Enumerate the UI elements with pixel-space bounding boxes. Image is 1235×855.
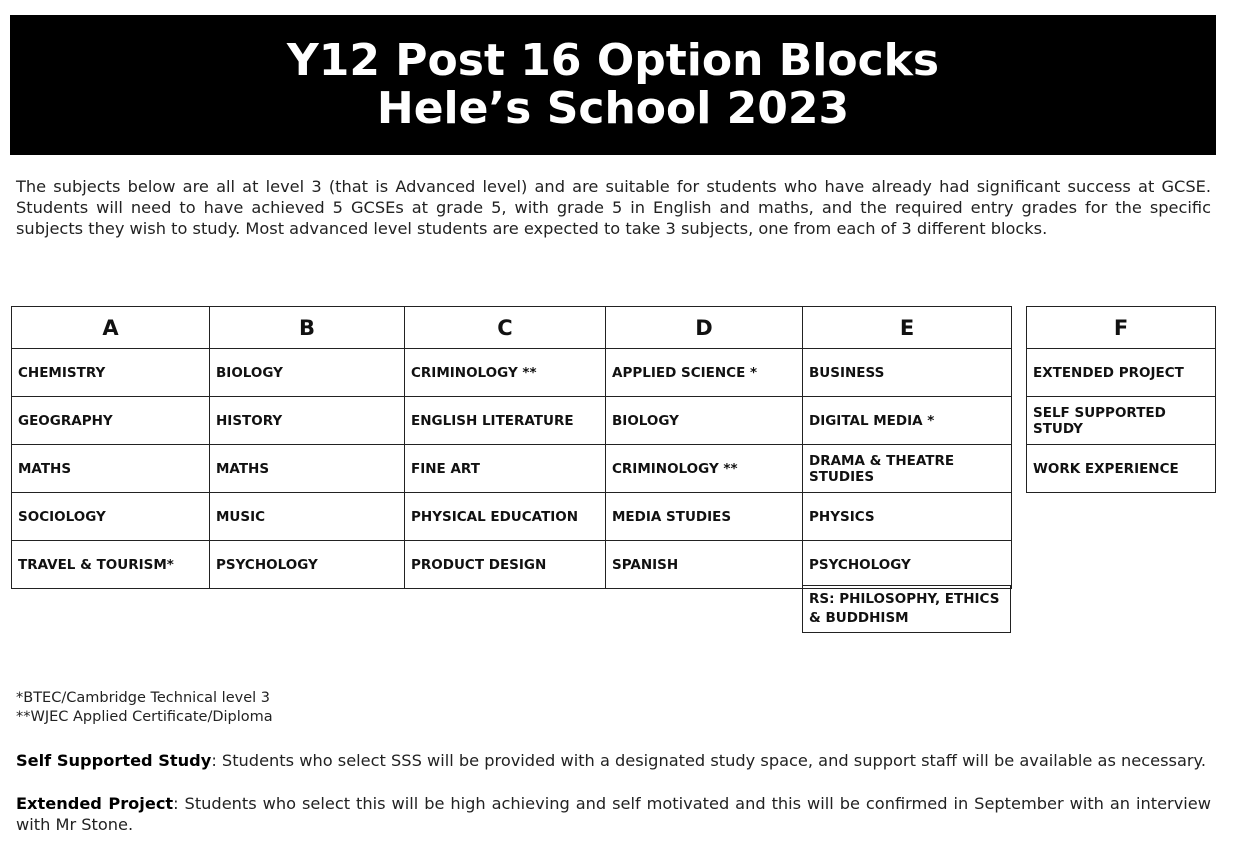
table-row [12,445,1012,493]
ep-label: Extended Project [16,794,174,813]
table-row [12,397,1012,445]
subject-cell: APPLIED SCIENCE * [606,349,803,397]
ep-note [16,793,1211,835]
subject-cell: FINE ART [405,445,606,493]
title-line-1: Y12 Post 16 Option Blocks [286,35,940,86]
subject-cell: SELF SUPPORTED STUDY [1027,397,1216,445]
block-header-c: C [405,307,606,349]
subject-cell: HISTORY [210,397,405,445]
subject-cell: PHYSICAL EDUCATION [405,493,606,541]
subject-cell: MATHS [12,445,210,493]
subject-cell: BUSINESS [803,349,1012,397]
block-header-b: B [210,307,405,349]
subject-cell: SOCIOLOGY [12,493,210,541]
subject-cell: CHEMISTRY [12,349,210,397]
subject-cell: MEDIA STUDIES [606,493,803,541]
subject-cell: ENGLISH LITERATURE [405,397,606,445]
footnote-btec: *BTEC/Cambridge Technical level 3 [16,690,270,706]
table-row [12,493,1012,541]
ep-text: : Students who select this will be high achieving and self motivated and this will be confirmed in September with an interview with Mr Stone. [16,794,1211,834]
block-header-row [1027,307,1216,349]
subject-cell: BIOLOGY [210,349,405,397]
title-line-2: Hele’s School 2023 [376,83,850,134]
subject-cell: TRAVEL & TOURISM* [12,541,210,589]
subject-cell-rs [802,585,1011,633]
block-header-row [12,307,1012,349]
subject-cell: BIOLOGY [606,397,803,445]
subject-cell: WORK EXPERIENCE [1027,445,1216,493]
table-row [1027,445,1216,493]
subject-cell: PHYSICS [803,493,1012,541]
subject-cell: PSYCHOLOGY [803,541,1012,589]
footnote-wjec: **WJEC Applied Certificate/Diploma [16,709,273,725]
block-header-a: A [12,307,210,349]
option-blocks-table [11,306,1012,589]
subject-cell: GEOGRAPHY [12,397,210,445]
sss-note [16,750,1211,771]
table-row [1027,349,1216,397]
subject-cell: EXTENDED PROJECT [1027,349,1216,397]
table-row [1027,397,1216,445]
subject-cell: DIGITAL MEDIA * [803,397,1012,445]
subject-cell: DRAMA & THEATRE STUDIES [803,445,1012,493]
subject-cell: PRODUCT DESIGN [405,541,606,589]
subject-cell: SPANISH [606,541,803,589]
title-banner [10,15,1216,155]
subject-cell: MUSIC [210,493,405,541]
subject-cell: CRIMINOLOGY ** [606,445,803,493]
subject-cell: MATHS [210,445,405,493]
intro-paragraph: The subjects below are all at level 3 (that is Advanced level) and are suitable for students who have already had significant success at GCSE. Students will need to have achieved 5 GCSEs at grade 5, with grade 5 in English and maths, and the required entry grades for the specific subjects they wish to study. Most advanced level students are expected to take 3 subjects, one from each of 3 different blocks. [16,177,1211,238]
subject-cell: PSYCHOLOGY [210,541,405,589]
block-header-d: D [606,307,803,349]
table-row [12,349,1012,397]
block-f-table [1026,306,1216,493]
table-row [12,541,1012,589]
subject-cell-rs-label: RS: PHILOSOPHY, ETHICS & BUDDHISM [809,591,1000,626]
block-header-e: E [803,307,1012,349]
sss-text: : Students who select SSS will be provided with a designated study space, and support staff will be available as necessary. [211,751,1206,770]
subject-cell: CRIMINOLOGY ** [405,349,606,397]
block-header-f: F [1027,307,1216,349]
sss-label: Self Supported Study [16,751,212,770]
